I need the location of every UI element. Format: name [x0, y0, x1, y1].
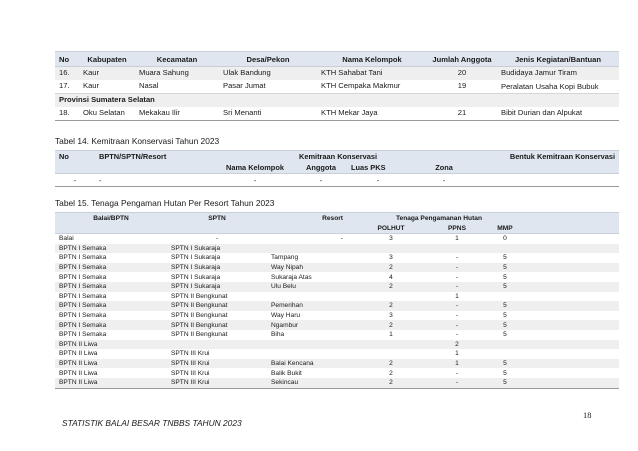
cell-anggota: -	[295, 174, 347, 187]
col-header-nama-kelompok: Nama Kelompok	[317, 52, 427, 67]
col-header-kecamatan: Kecamatan	[135, 52, 219, 67]
cell-polhut: 1	[389, 331, 393, 339]
cell-polhut: 4	[389, 273, 393, 281]
col-header-resort: Resort	[267, 213, 347, 224]
cell-ppns: -	[455, 273, 459, 281]
table-row	[55, 253, 619, 263]
cell-resort: Way Nipah	[267, 263, 347, 273]
cell-sptn: SPTN III Krui	[171, 369, 210, 377]
cell-mmp: 5	[479, 359, 531, 369]
footer-title: STATISTIK BALAI BESAR TNBBS TAHUN 2023	[62, 418, 242, 428]
cell-sptn: SPTN I Sukaraja	[171, 273, 221, 281]
cell-polhut	[347, 340, 435, 350]
table-row	[55, 330, 619, 340]
cell-resort	[267, 292, 347, 302]
col-header-kabupaten: Kabupaten	[79, 52, 135, 67]
cell-desa: Pasar Jumat	[223, 81, 266, 90]
cell-kelompok: KTH Mekar Jaya	[317, 107, 427, 121]
cell-jumlah: 21	[427, 107, 497, 121]
cell-ppns: -	[435, 301, 479, 311]
col-header-bptn: BPTN/SPTN/Resort	[95, 151, 215, 163]
table-row	[55, 244, 619, 254]
cell-bptn: BPTN II Liwa	[59, 369, 98, 377]
col-header-anggota: Anggota	[295, 162, 347, 174]
cell-sptn: SPTN I Sukaraja	[167, 263, 267, 273]
cell-polhut: 2	[347, 359, 435, 369]
cell-ppns: 1	[455, 292, 459, 300]
cell-resort: Ngambur	[267, 320, 347, 330]
cell-ppns: -	[455, 331, 459, 339]
cell-mmp	[479, 349, 531, 359]
cell-spacer	[531, 253, 619, 263]
col-header-nama-kelompok: Nama Kelompok	[215, 162, 295, 174]
province-label: Provinsi Sumatera Selatan	[55, 94, 619, 108]
cell-spacer	[531, 272, 619, 282]
cell-kabupaten: Oku Selatan	[79, 107, 135, 121]
cell-spacer	[531, 292, 619, 302]
table-row	[55, 263, 619, 273]
cell-mmp: 0	[503, 235, 507, 243]
cell-bptn: BPTN I Semaka	[59, 273, 107, 281]
table-header-row	[55, 52, 619, 67]
cell-resort: Balik Bukit	[271, 369, 302, 377]
cell-ppns: -	[435, 282, 479, 292]
table-row	[55, 320, 619, 330]
cell-polhut: 3	[389, 235, 393, 243]
table-row	[55, 301, 619, 311]
cell-bptn: BPTN I Semaka	[55, 263, 167, 273]
cell-ppns: 2	[435, 340, 479, 350]
cell-polhut: 2	[389, 369, 393, 377]
table-row	[55, 67, 619, 81]
col-header-no: No	[55, 151, 95, 163]
cell-spacer	[531, 368, 619, 378]
cell-spacer	[531, 282, 619, 292]
cell-spacer	[531, 378, 619, 388]
cell-nama-kelompok: -	[215, 174, 295, 187]
cell-bptn: BPTN I Semaka	[59, 331, 107, 339]
cell-mmp: 5	[503, 312, 507, 320]
cell-sptn: SPTN II Bengkunat	[171, 331, 228, 339]
cell-jumlah: 19	[457, 81, 467, 90]
cell-spacer	[531, 263, 619, 273]
col-header-polhut: POLHUT	[347, 223, 435, 234]
table-subheader-row	[55, 162, 619, 174]
cell-zona: -	[409, 174, 479, 187]
col-header-kemitraan: Kemitraan Konservasi	[295, 151, 409, 163]
table-row	[55, 282, 619, 292]
cell-no: 16.	[55, 67, 79, 81]
cell-luas: -	[347, 174, 409, 187]
cell-sptn	[167, 340, 267, 350]
table14-caption: Tabel 14. Kemitraan Konservasi Tahun 2023	[55, 136, 220, 146]
col-header-luas-pks: Luas PKS	[347, 162, 409, 174]
table-header-row	[55, 213, 619, 224]
cell-ppns: 1	[435, 359, 479, 369]
cell-ppns: -	[455, 369, 459, 377]
cell-polhut	[347, 244, 435, 254]
cell-sptn: SPTN III Krui	[167, 359, 267, 369]
cell-resort	[267, 244, 347, 254]
cell-spacer	[531, 244, 619, 254]
cell-polhut: 2	[347, 263, 435, 273]
cell-resort: Sekincau	[267, 378, 347, 388]
table-row	[55, 174, 619, 187]
cell-spacer	[531, 359, 619, 369]
col-header-zona: Zona	[409, 162, 479, 174]
cell-polhut: 2	[347, 301, 435, 311]
cell-mmp: 5	[503, 331, 507, 339]
cell-bptn: BPTN I Semaka	[55, 244, 167, 254]
cell-jenis: Bibit Durian dan Alpukat	[497, 107, 619, 121]
table-row	[55, 107, 619, 121]
cell-polhut: 3	[389, 312, 393, 320]
cell-mmp	[479, 340, 531, 350]
col-header-tph: Tenaga Pengamanan Hutan	[347, 213, 531, 224]
cell-polhut: 2	[347, 320, 435, 330]
cell-bptn: BPTN I Semaka	[59, 312, 107, 320]
cell-no: 17.	[59, 81, 70, 90]
cell-sptn: -	[215, 235, 219, 243]
cell-spacer	[531, 311, 619, 321]
cell-spacer	[531, 234, 619, 244]
cell-resort	[267, 340, 347, 350]
cell-bptn: BPTN II Liwa	[55, 340, 167, 350]
cell-kabupaten: Kaur	[79, 67, 135, 81]
cell-mmp: 5	[479, 320, 531, 330]
cell-bptn: BPTN I Semaka	[59, 292, 107, 300]
cell-mmp: 5	[479, 263, 531, 273]
cell-resort: Pemerihan	[267, 301, 347, 311]
cell-bptn: -	[95, 174, 215, 187]
table-row	[55, 80, 619, 94]
cell-no: 18.	[55, 107, 79, 121]
table-row	[55, 359, 619, 369]
kemitraan-kth-table	[55, 51, 619, 121]
cell-mmp: 5	[503, 254, 507, 262]
table-subheader-row	[55, 223, 619, 234]
cell-resort: Biha	[271, 331, 285, 339]
table-row	[55, 349, 619, 359]
cell-desa: Ulak Bandung	[219, 67, 317, 81]
cell-kabupaten: Kaur	[83, 81, 100, 90]
cell-sptn: SPTN II Bengkunat	[167, 301, 267, 311]
cell-spacer	[531, 301, 619, 311]
table-row	[55, 311, 619, 321]
cell-mmp: 5	[479, 282, 531, 292]
table-row	[55, 368, 619, 378]
cell-resort: Ulu Belu	[267, 282, 347, 292]
tenaga-pengaman-hutan-table	[55, 212, 619, 389]
cell-kecamatan: Nasal	[139, 81, 159, 90]
kemitraan-konservasi-table	[55, 150, 619, 187]
cell-ppns: 1	[455, 235, 459, 243]
col-header-bptn: Balai/BPTN	[55, 213, 167, 224]
cell-bptn: BPTN I Semaka	[55, 301, 167, 311]
cell-ppns: -	[435, 263, 479, 273]
cell-no: -	[55, 174, 95, 187]
cell-bptn: BPTN II Liwa	[59, 350, 98, 358]
cell-polhut	[347, 349, 435, 359]
cell-resort: Balai Kencana	[267, 359, 347, 369]
cell-mmp	[479, 292, 531, 302]
cell-bptn: BPTN I Semaka	[55, 282, 167, 292]
cell-desa: Sri Menanti	[219, 107, 317, 121]
cell-polhut: 2	[347, 282, 435, 292]
cell-kelompok: KTH Cempaka Makmur	[321, 81, 401, 90]
cell-sptn: SPTN II Bengkunat	[171, 292, 228, 300]
cell-resort: Sukaraja Atas	[271, 273, 312, 281]
cell-spacer	[531, 340, 619, 350]
cell-jumlah: 20	[427, 67, 497, 81]
cell-sptn: SPTN I Sukaraja	[171, 254, 221, 262]
col-header-jumlah-anggota: Jumlah Anggota	[427, 52, 497, 67]
table-row	[55, 292, 619, 302]
cell-mmp: 5	[479, 378, 531, 388]
cell-ppns: -	[435, 378, 479, 388]
cell-bptn: BPTN I Semaka	[59, 254, 107, 262]
table-row	[55, 378, 619, 388]
cell-polhut	[347, 292, 435, 302]
cell-kecamatan: Muara Sahung	[135, 67, 219, 81]
table15-caption: Tabel 15. Tenaga Pengaman Hutan Per Resort Tahun 2023	[55, 198, 275, 208]
cell-mmp: 5	[503, 369, 507, 377]
cell-jenis: Peralatan Usaha Kopi Bubuk	[501, 82, 599, 91]
cell-ppns: -	[455, 254, 459, 262]
cell-bptn: BPTN II Liwa	[55, 359, 167, 369]
page-number: 18	[583, 411, 592, 420]
cell-resort: Way Haru	[271, 312, 301, 320]
cell-resort	[267, 349, 347, 359]
cell-polhut: 2	[347, 378, 435, 388]
table-row	[55, 234, 619, 244]
cell-sptn: SPTN I Sukaraja	[167, 244, 267, 254]
cell-mmp	[479, 244, 531, 254]
cell-kecamatan: Mekakau Ilir	[135, 107, 219, 121]
cell-sptn: SPTN III Krui	[167, 378, 267, 388]
col-header-ppns: PPNS	[435, 223, 479, 234]
cell-sptn: SPTN III Krui	[171, 350, 210, 358]
cell-bptn: Balai	[59, 235, 74, 243]
cell-spacer	[531, 349, 619, 359]
cell-resort: Tampang	[271, 254, 299, 262]
cell-ppns: -	[455, 312, 459, 320]
col-header-bentuk: Bentuk Kemitraan Konservasi	[479, 151, 619, 163]
cell-sptn: SPTN I Sukaraja	[167, 282, 267, 292]
table-row	[55, 272, 619, 282]
table-row	[55, 340, 619, 350]
col-header-mmp: MMP	[479, 223, 531, 234]
cell-ppns: -	[435, 320, 479, 330]
cell-resort: -	[340, 235, 343, 243]
cell-spacer	[531, 320, 619, 330]
cell-jenis: Budidaya Jamur Tiram	[497, 67, 619, 81]
cell-polhut: 3	[389, 254, 393, 262]
cell-ppns	[435, 244, 479, 254]
table-header-row	[55, 151, 619, 163]
province-row	[55, 94, 619, 108]
cell-kelompok: KTH Sahabat Tani	[317, 67, 427, 81]
col-header-jenis-kegiatan: Jenis Kegiatan/Bantuan	[497, 52, 619, 67]
cell-bptn: BPTN I Semaka	[55, 320, 167, 330]
cell-spacer	[531, 330, 619, 340]
cell-bptn: BPTN II Liwa	[55, 378, 167, 388]
cell-mmp: 5	[503, 273, 507, 281]
cell-mmp: 5	[479, 301, 531, 311]
cell-ppns: 1	[455, 350, 459, 358]
cell-sptn: SPTN II Bengkunat	[167, 320, 267, 330]
cell-sptn: SPTN II Bengkunat	[171, 312, 228, 320]
col-header-no: No	[55, 52, 79, 67]
col-header-sptn: SPTN	[167, 213, 267, 224]
col-header-desa: Desa/Pekon	[219, 52, 317, 67]
